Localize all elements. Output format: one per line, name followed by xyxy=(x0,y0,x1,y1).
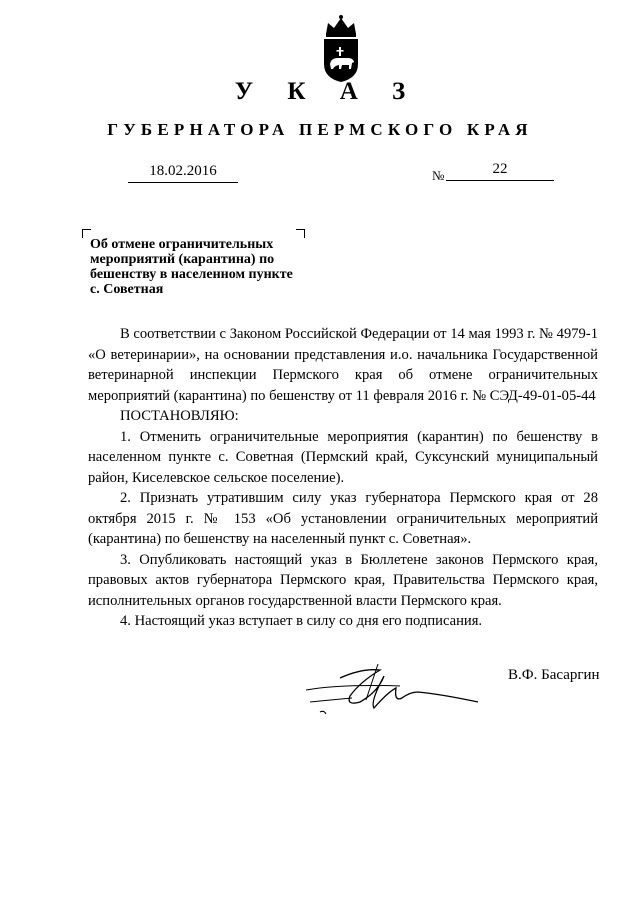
preamble: В соответствии с Законом Российской Федерации от 14 мая 1993 г. № 4979-1 «О ветеринарии», на основании представления и.о. начальника Государственной ветеринарной инспекции Пермского края об отмене ограничительных мероприятий (карантина) по бешенству от 11 февраля 2016 г. № СЭД-49-01-05-44 xyxy=(88,326,598,404)
document-subject: Об отмене ограничительных мероприятий (карантина) по бешенству в населенном пункте с. Советная xyxy=(90,237,293,297)
document-body xyxy=(88,324,598,632)
decree-item-4: 4. Настоящий указ вступает в силу со дня его подписания. xyxy=(120,613,483,629)
decree-item-2: 2. Признать утратившим силу указ губернатора Пермского края от 28 октября 2015 г. № 153 «Об установлении ограничительных мероприятий (карантина) по бешенству на населенный пункт с. Советная». xyxy=(88,490,598,547)
number-sign: № xyxy=(432,168,445,183)
document-title: У К А З xyxy=(234,78,420,105)
number-underline xyxy=(446,180,554,181)
decree-item-1: 1. Отменить ограничительные мероприятия (карантин) по бешенству в населенном пункте с. Советная (Пермский край, Суксунский муниципальный район, Киселевское сельское поселение). xyxy=(88,428,598,486)
date-underline xyxy=(128,182,238,183)
document-subtitle: ГУБЕРНАТОРА ПЕРМСКОГО КРАЯ xyxy=(107,120,533,139)
decree-item-3: 3. Опубликовать настоящий указ в Бюллетене законов Пермского края, правовых актов губернатора Пермского края, Правительства Пермского края, исполнительных органов государственной власти Пермского края. xyxy=(88,551,598,609)
document-date: 18.02.2016 xyxy=(149,163,217,179)
signer-name: В.Ф. Басаргин xyxy=(508,667,600,683)
coat-of-arms-icon xyxy=(318,14,364,84)
document-number: 22 xyxy=(492,161,508,177)
signature xyxy=(300,662,480,724)
decree-word: ПОСТАНОВЛЯЮ: xyxy=(120,408,239,424)
